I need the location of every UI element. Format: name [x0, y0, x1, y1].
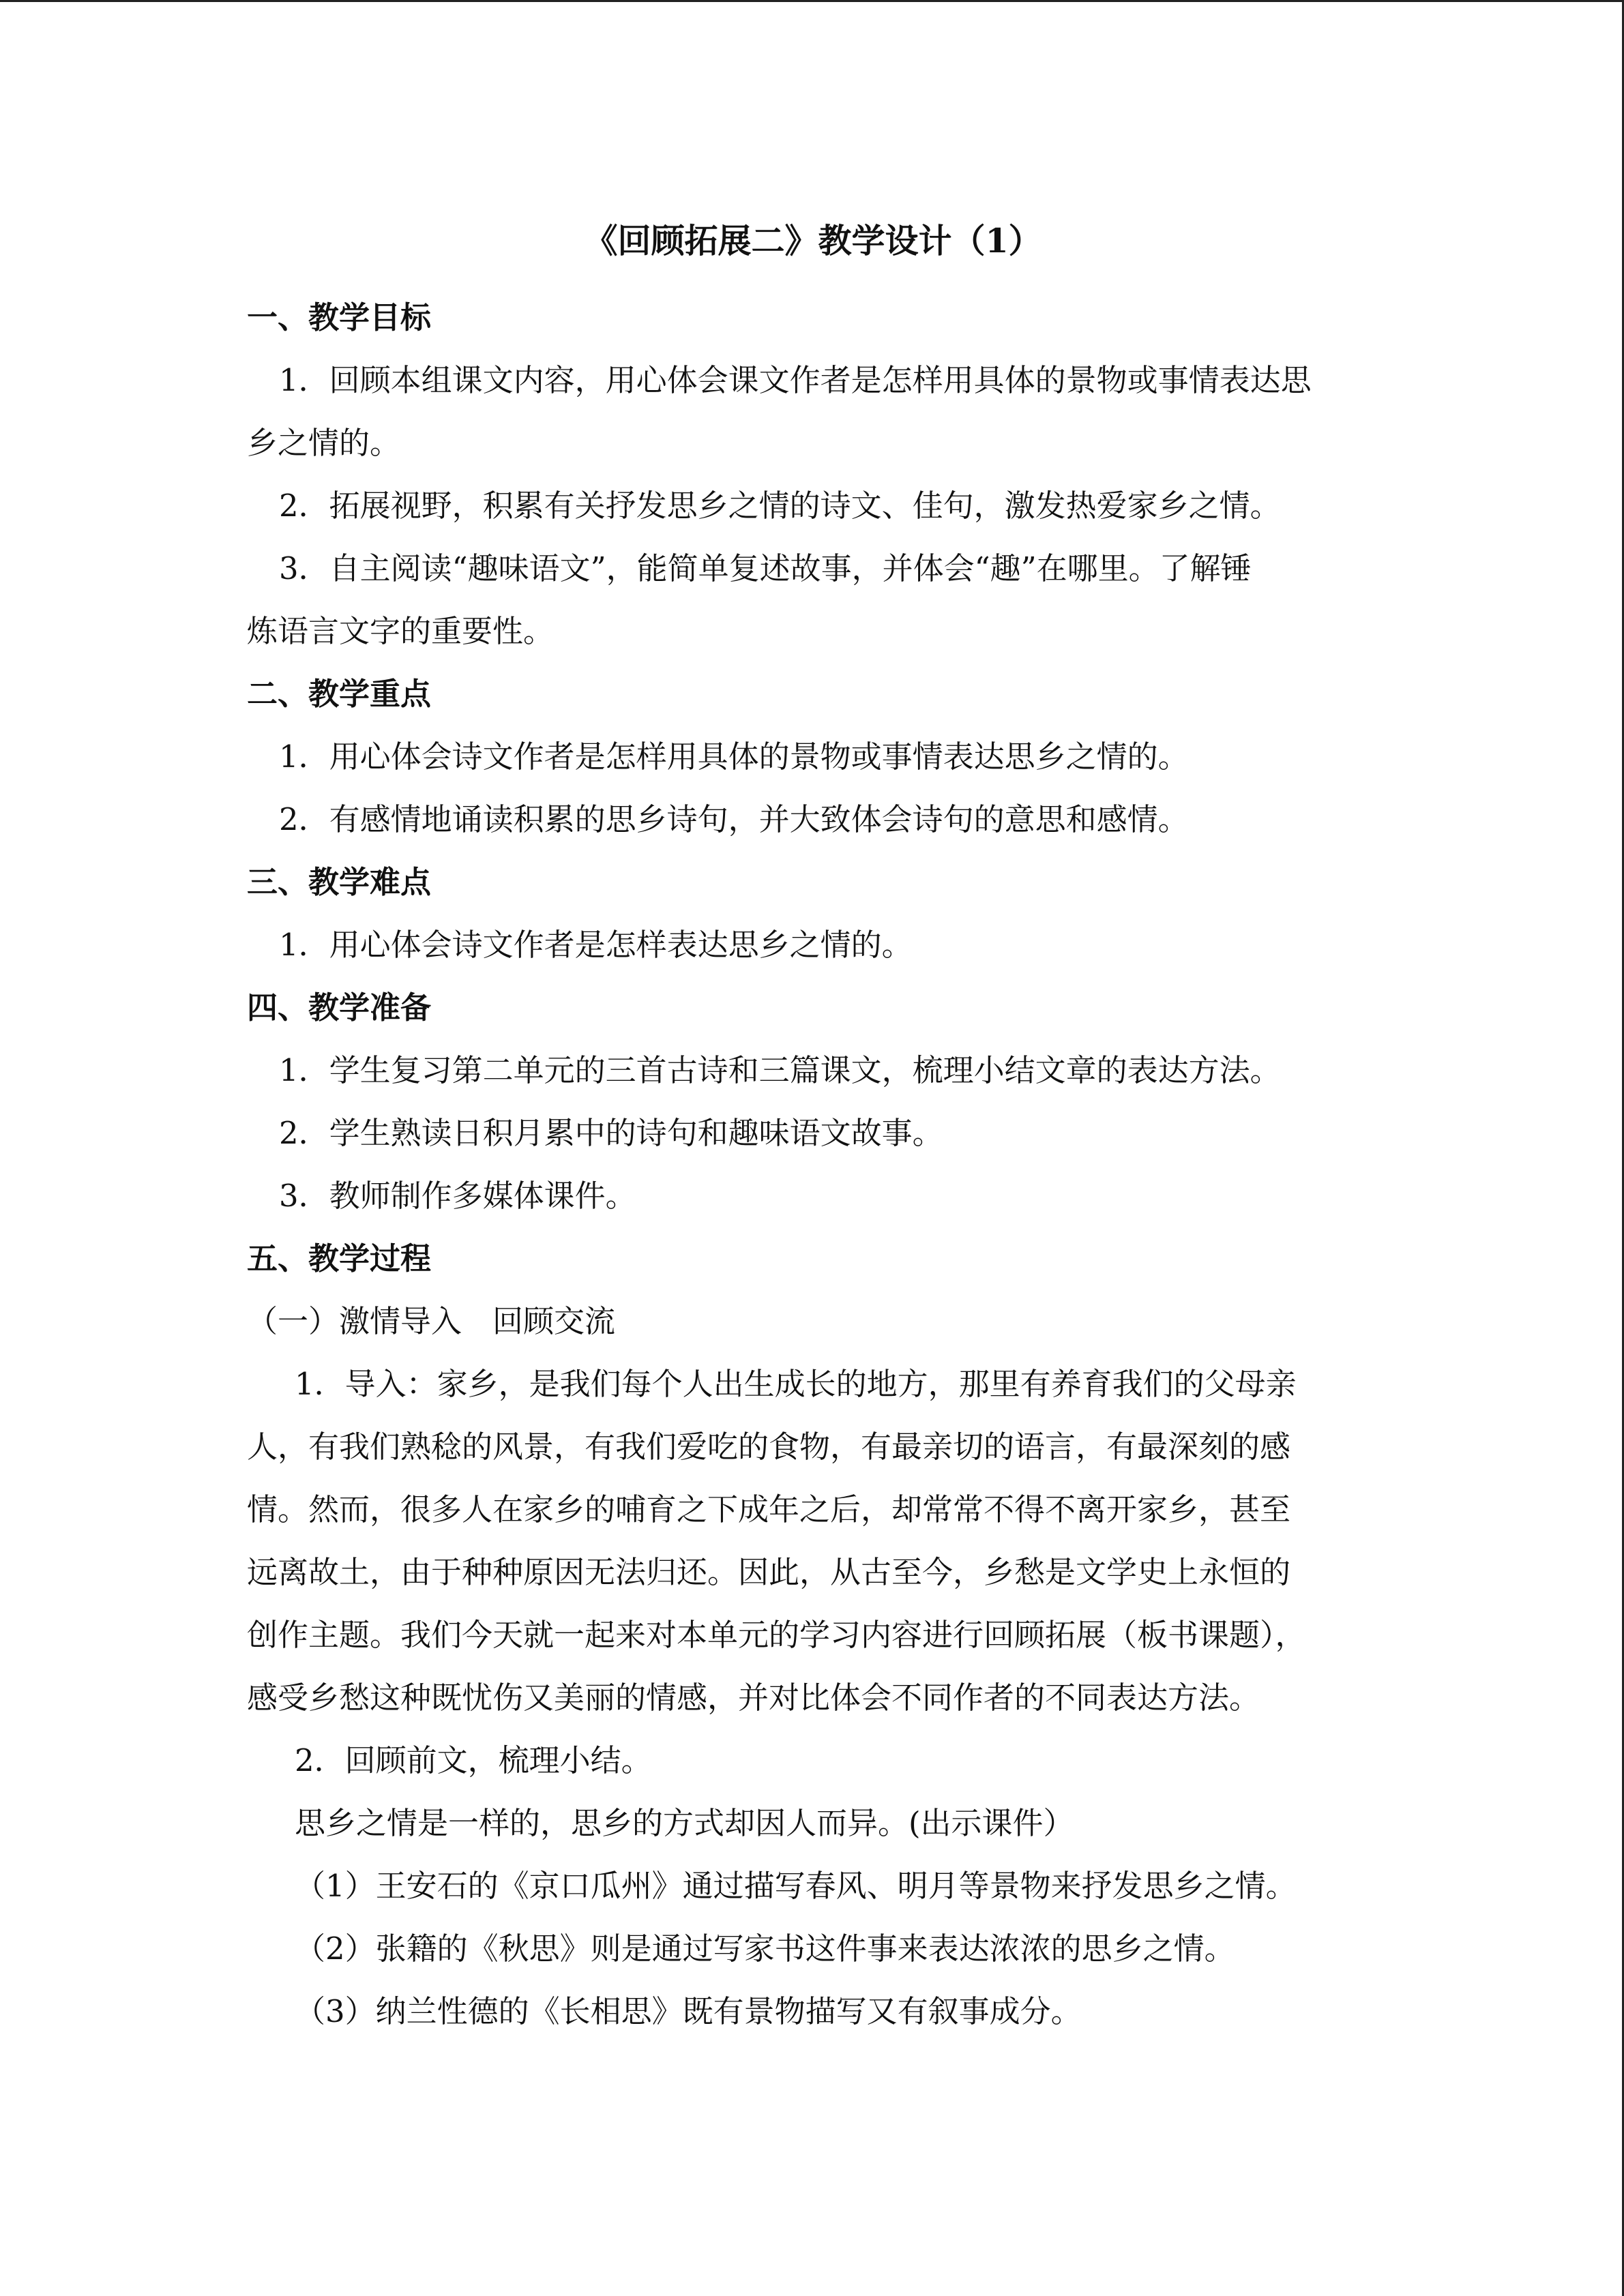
process-line-4: 远离故土，由于种种原因无法归还。因此，从古至今，乡愁是文学史上永恒的 [247, 1554, 1291, 1590]
section-heading-keypoints: 二、教学重点 [247, 676, 432, 712]
goal-line-2: 乡之情的。 [247, 425, 401, 461]
goal-line-5: 炼语言文字的重要性。 [247, 613, 555, 649]
section-heading-process: 五、教学过程 [247, 1240, 432, 1277]
document-title: 《回顾拓展二》教学设计（1） [584, 221, 1042, 260]
process-line-2: 人，有我们熟稔的风景，有我们爱吃的食物，有最亲切的语言，有最深刻的感 [247, 1429, 1291, 1465]
process-line-10: （2）张籍的《秋思》则是通过写家书这件事来表达浓浓的思乡之情。 [295, 1930, 1235, 1967]
goal-line-4: 3．自主阅读“趣味语文”，能简单复述故事，并体会“趣”在哪里。了解锤 [279, 550, 1252, 586]
section-heading-preparation: 四、教学准备 [247, 989, 432, 1026]
keypoint-line-2: 2．有感情地诵读积累的思乡诗句，并大致体会诗句的意思和感情。 [279, 801, 1189, 837]
difficulty-line-1: 1．用心体会诗文作者是怎样表达思乡之情的。 [279, 927, 913, 963]
process-line-11: （3）纳兰性德的《长相思》既有景物描写又有叙事成分。 [295, 1993, 1082, 2029]
section-heading-difficulties: 三、教学难点 [247, 864, 432, 900]
preparation-line-2: 2．学生熟读日积月累中的诗句和趣味语文故事。 [279, 1115, 943, 1151]
process-line-9: （1）王安石的《京口瓜州》通过描写春风、明月等景物来抒发思乡之情。 [295, 1868, 1297, 1904]
goal-line-3: 2．拓展视野，积累有关抒发思乡之情的诗文、佳句，激发热爱家乡之情。 [279, 488, 1281, 524]
section-heading-goals: 一、教学目标 [247, 299, 432, 336]
preparation-line-1: 1．学生复习第二单元的三首古诗和三篇课文，梳理小结文章的表达方法。 [279, 1052, 1281, 1088]
process-line-5: 创作主题。我们今天就一起来对本单元的学习内容进行回顾拓展（板书课题）， [247, 1617, 1306, 1653]
process-subheading: （一）激情导入 回顾交流 [247, 1303, 616, 1339]
keypoint-line-1: 1．用心体会诗文作者是怎样用具体的景物或事情表达思乡之情的。 [279, 739, 1189, 775]
process-line-1: 1．导入：家乡，是我们每个人出生成长的地方，那里有养育我们的父母亲 [295, 1366, 1297, 1402]
process-line-6: 感受乡愁这种既忧伤又美丽的情感，并对比体会不同作者的不同表达方法。 [247, 1680, 1260, 1716]
process-line-7: 2．回顾前文，梳理小结。 [295, 1742, 652, 1778]
preparation-line-3: 3．教师制作多媒体课件。 [279, 1178, 636, 1214]
process-line-3: 情。然而，很多人在家乡的哺育之下成年之后，却常常不得不离开家乡，甚至 [247, 1491, 1291, 1527]
process-line-8: 思乡之情是一样的，思乡的方式却因人而异。(出示课件） [295, 1805, 1074, 1841]
goal-line-1: 1．回顾本组课文内容，用心体会课文作者是怎样用具体的景物或事情表达思 [279, 362, 1312, 398]
